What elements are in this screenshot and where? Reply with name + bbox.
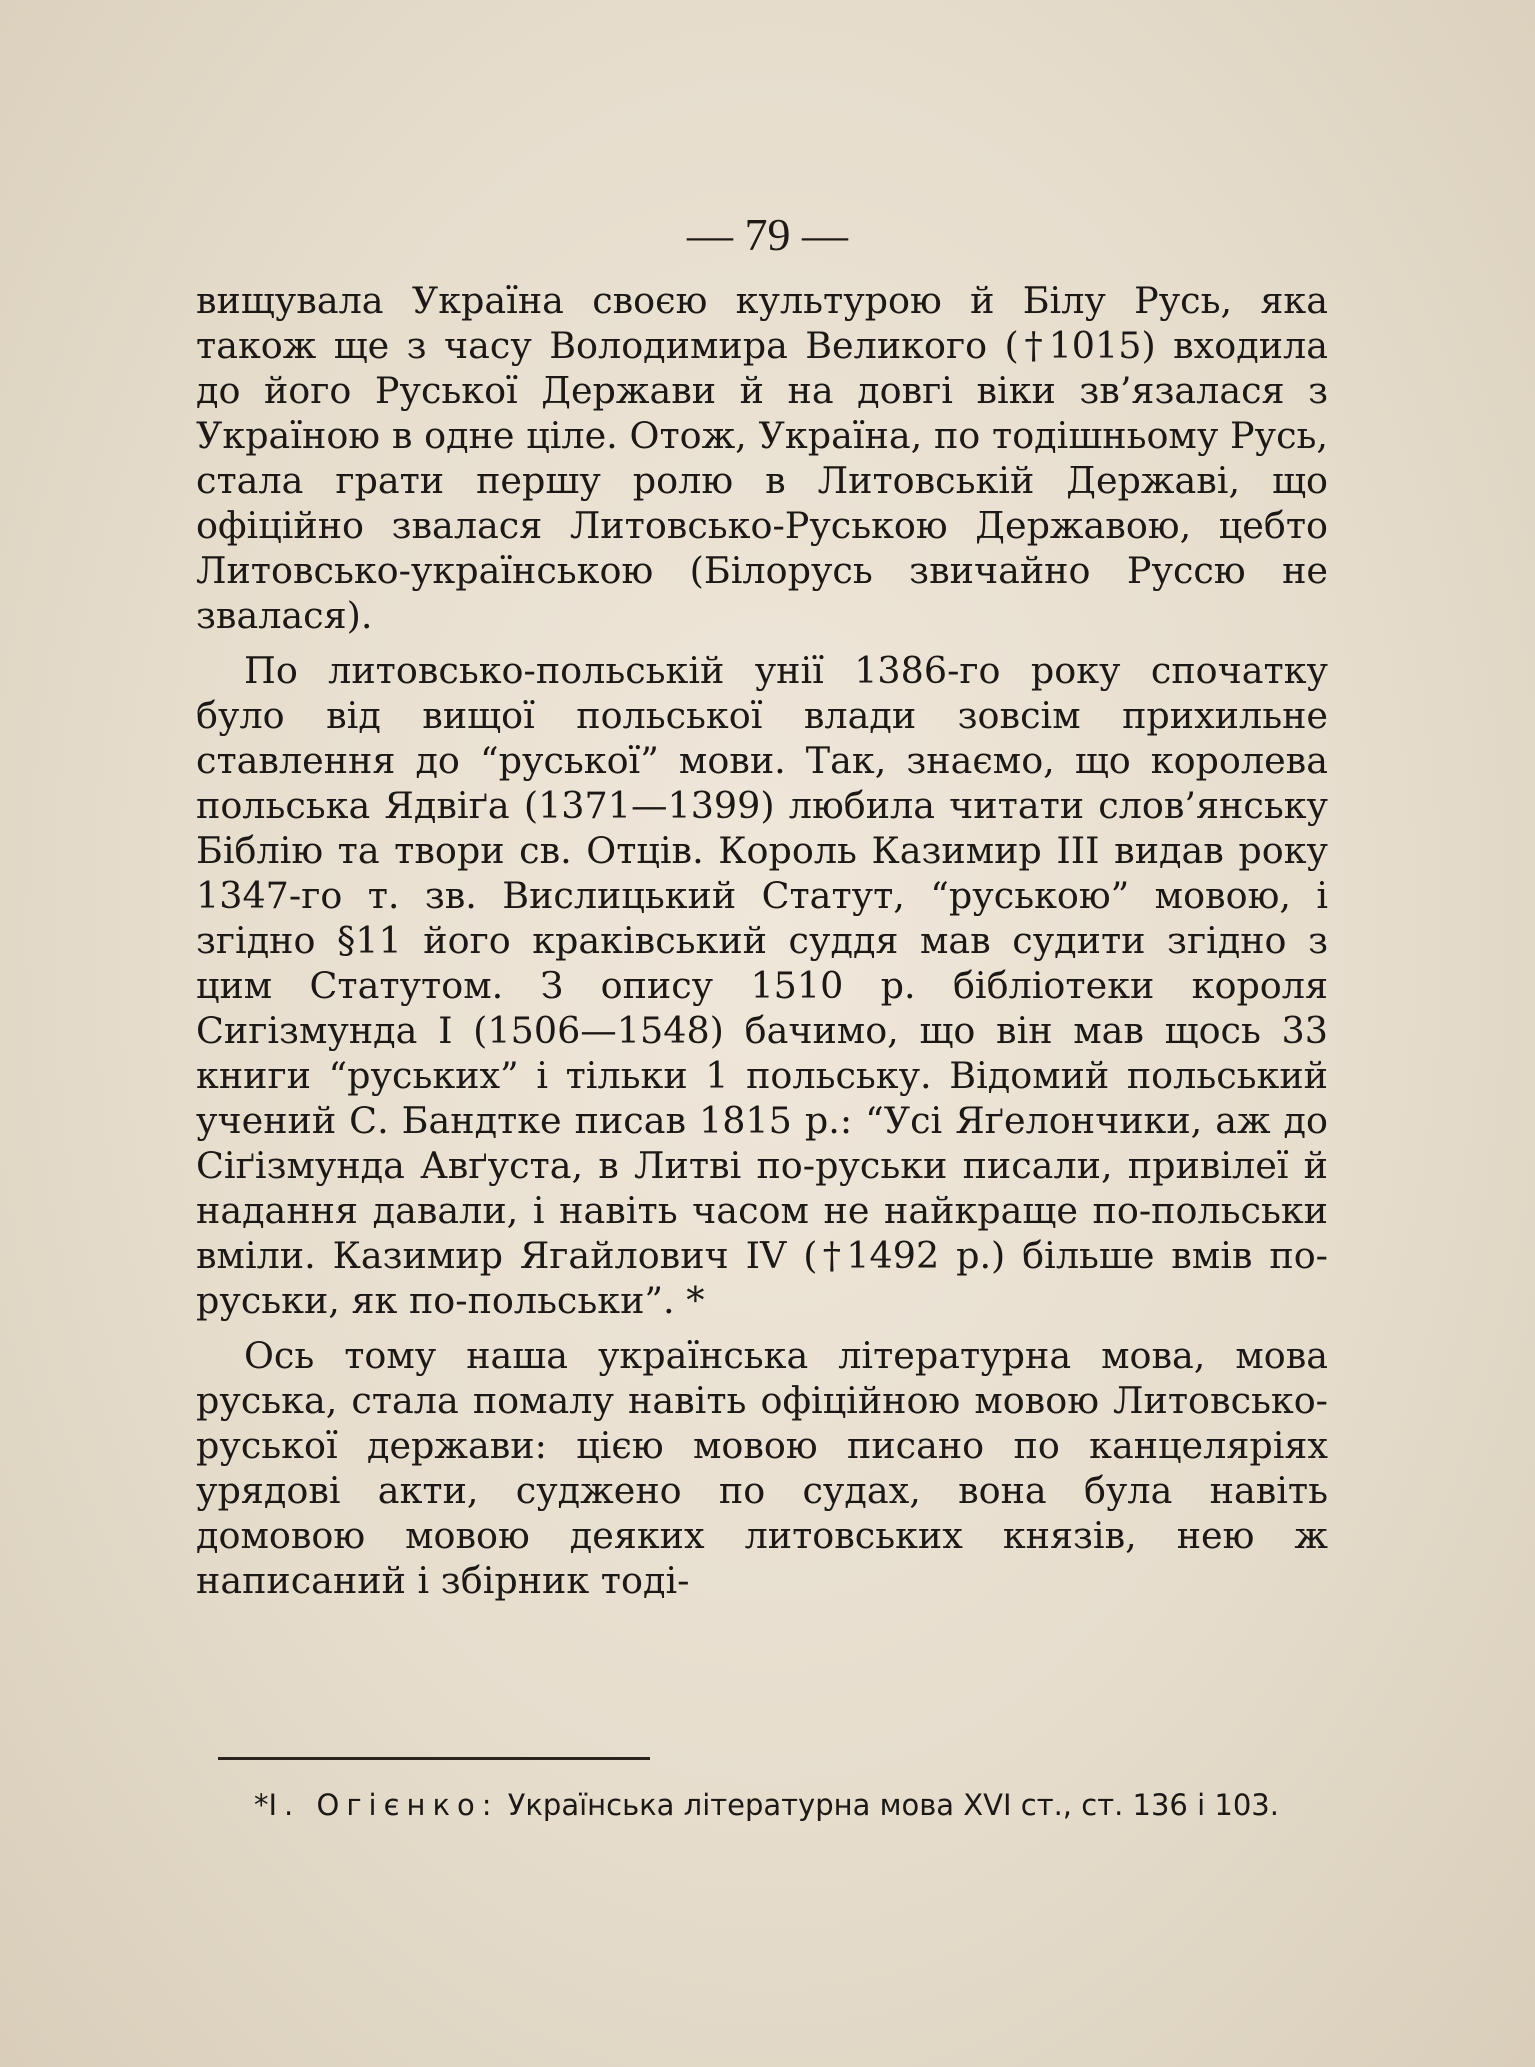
paragraph-continued: вищувала Україна своєю культурою й Білу Русь, яка також ще з часу Володимира Великого (†1015) входила до його Руської Держави й на довгі віки зв’язалася з Україною в одне ціле. Отож, Україна, по тодішньому Русь, стала грати першу ролю в Литовській Державі, що офіційно звалася Литовсько-Руською Державою, цебто Литовсько-українською (Білорусь звичайно Руссю не звалася). [196,279,1328,637]
footnote [214,1778,1318,1832]
paragraph: Ось тому наша українська літературна мова, мова руська, стала помалу навіть офіційною мовою Литовсько-руської держави: цією мовою писано по канцеляріях урядові акти, суджено по судах, вона була навіть домовою мовою деяких литовських князів, нею ж написаний і збірник тоді- [196,1334,1328,1602]
footnote-divider [218,1757,650,1760]
footnote-marker: * [254,1788,269,1822]
footnote-author: І. Огієнко: [268,1788,499,1822]
paragraph: По литовсько-польській унії 1386-го року спочатку було від вищої польської влади зовсім прихильне ставлення до “руської” мови. Так, знаємо, що королева польська Ядвіґа (1371—1399) любила читати слов’янську Біблію та твори св. Отців. Король Казимир III видав року 1347-го т. зв. Вислицький Статут, “руською” мовою, і згідно §11 його краківський суддя мав судити згідно з цим Статутом. З опису 1510 р. бібліотеки короля Сигізмунда І (1506—1548) бачимо, що він мав щось 33 книги “руських” і тільки 1 польську. Відомий польський учений С. Бандтке писав 1815 р.: “Усі Яґелончики, аж до Сіґізмунда Авґуста, в Литві по-руськи писали, привілеї й надання давали, і навіть часом не найкраще по-польськи вміли. Казимир Ягайлович IV (†1492 р.) більше вмів по-руськи, як по-польськи”. * [196,649,1328,1322]
body-text [196,278,1328,1603]
page-number: — 79 — [687,209,848,260]
footnote-text: Українська літературна мова XVI ст., ст. 136 і 103. [498,1788,1279,1822]
